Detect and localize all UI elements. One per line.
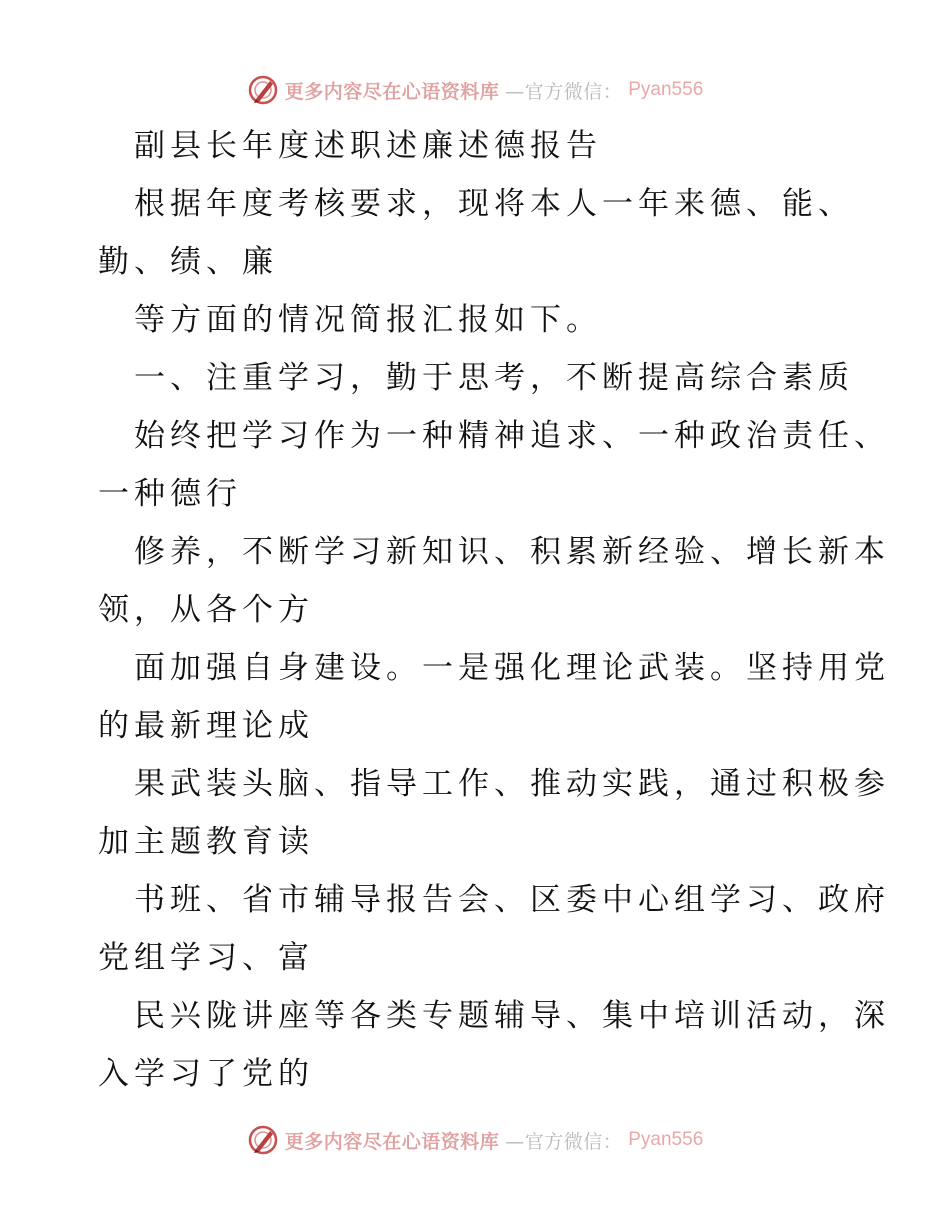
paragraph-line: 书班、省市辅导报告会、区委中心组学习、政府 (134, 882, 890, 918)
paragraph-line: 民兴陇讲座等各类专题辅导、集中培训活动，深 (134, 998, 890, 1034)
paragraph-line: 入学习了党的 (98, 1056, 314, 1092)
header-watermark (0, 72, 950, 108)
watermark-wechat-id: Pyan556 (628, 1129, 704, 1150)
watermark-separator: —官方微信： (505, 1130, 623, 1153)
paragraph-line: 勤、绩、廉 (98, 244, 278, 280)
pen-circle-logo-icon (247, 74, 279, 106)
watermark-separator: —官方微信： (505, 80, 623, 103)
paragraph-line: 果武装头脑、指导工作、推动实践，通过积极参 (134, 766, 890, 802)
paragraph-line: 修养，不断学习新知识、积累新经验、增长新本 (134, 534, 890, 570)
footer-watermark (0, 1122, 950, 1158)
paragraph-line: 根据年度考核要求，现将本人一年来德、能、 (134, 186, 854, 222)
paragraph-line: 加主题教育读 (98, 824, 314, 860)
paragraph-line: 面加强自身建设。一是强化理论武装。坚持用党 (134, 650, 890, 686)
paragraph-line: 的最新理论成 (98, 708, 314, 744)
watermark-text: 更多内容尽在心语资料库 (284, 1130, 500, 1153)
watermark-wechat-id: Pyan556 (628, 79, 704, 100)
paragraph-line: 党组学习、富 (98, 940, 314, 976)
document-title: 副县长年度述职述廉述德报告 (134, 128, 602, 164)
watermark-text: 更多内容尽在心语资料库 (284, 80, 500, 103)
section-heading: 一、注重学习，勤于思考，不断提高综合素质 (134, 360, 854, 396)
paragraph-line: 始终把学习作为一种精神追求、一种政治责任、 (134, 418, 890, 454)
pen-circle-logo-icon (247, 1124, 279, 1156)
paragraph-line: 一种德行 (98, 476, 242, 512)
paragraph-line: 等方面的情况简报汇报如下。 (134, 302, 602, 338)
paragraph-line: 领，从各个方 (98, 592, 314, 628)
